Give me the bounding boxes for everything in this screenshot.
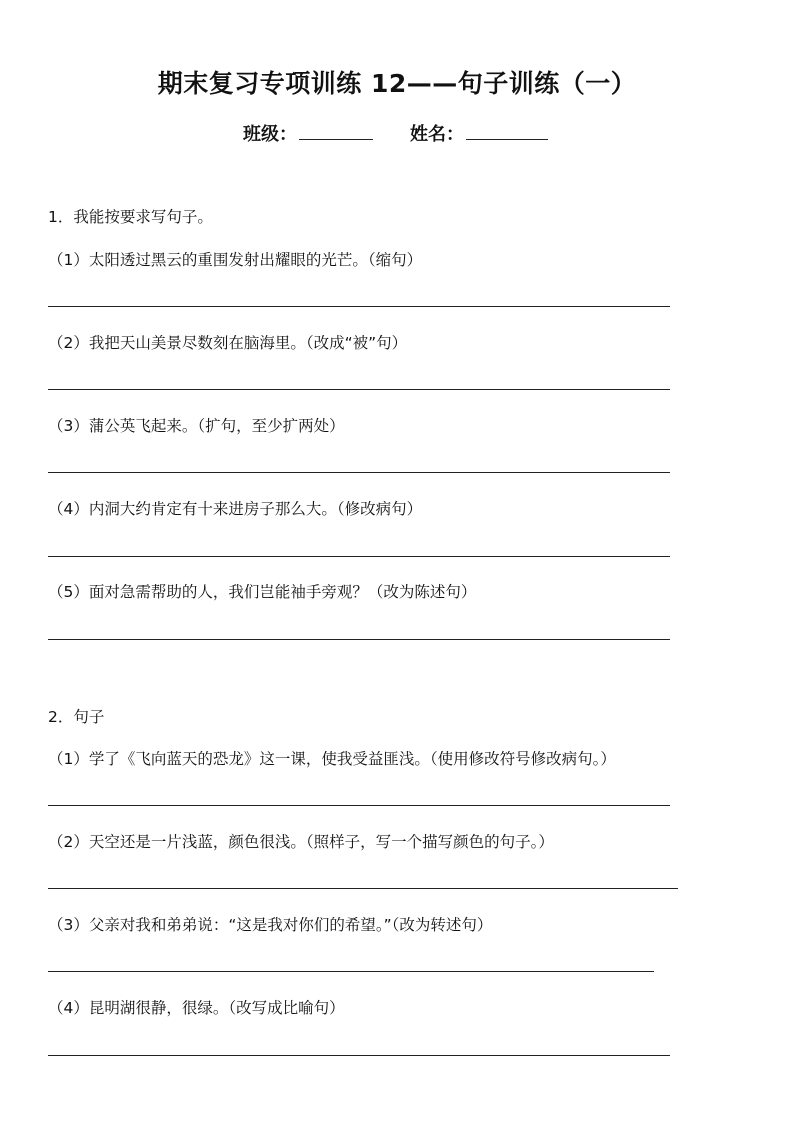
name-blank[interactable] bbox=[466, 121, 548, 140]
answer-line-1-3[interactable] bbox=[48, 472, 670, 473]
section-1-heading: 1．我能按要求写句子。 bbox=[48, 208, 213, 226]
question-1-2: （2）我把天山美景尽数刻在脑海里。（改成“被”句） bbox=[48, 334, 408, 352]
name-label: 姓名： bbox=[410, 124, 464, 145]
answer-line-2-1[interactable] bbox=[48, 805, 670, 806]
section-2-heading: 2．句子 bbox=[48, 708, 105, 726]
answer-line-2-2[interactable] bbox=[48, 888, 678, 889]
answer-line-1-1[interactable] bbox=[48, 306, 670, 307]
answer-line-1-2[interactable] bbox=[48, 389, 670, 390]
question-2-3: （3）父亲对我和弟弟说：“这是我对你们的希望。”（改为转述句） bbox=[48, 916, 493, 934]
answer-line-1-5[interactable] bbox=[48, 639, 670, 640]
class-label: 班级： bbox=[243, 124, 297, 145]
answer-line-2-4[interactable] bbox=[48, 1055, 670, 1056]
question-1-1: （1）太阳透过黑云的重围发射出耀眼的光芒。（缩句） bbox=[48, 251, 423, 269]
class-field bbox=[243, 120, 373, 146]
name-field bbox=[410, 120, 548, 146]
question-1-3: （3）蒲公英飞起来。（扩句，至少扩两处） bbox=[48, 417, 345, 435]
answer-line-2-3[interactable] bbox=[48, 971, 654, 972]
question-2-4: （4）昆明湖很静，很绿。（改写成比喻句） bbox=[48, 999, 345, 1017]
answer-line-1-4[interactable] bbox=[48, 556, 670, 557]
question-2-1: （1）学了《飞向蓝天的恐龙》这一课，使我受益匪浅。（使用修改符号修改病句。） bbox=[48, 750, 616, 768]
question-2-2: （2）天空还是一片浅蓝，颜色很浅。（照样子，写一个描写颜色的句子。） bbox=[48, 833, 554, 851]
question-1-4: （4）内洞大约肯定有十来进房子那么大。（修改病句） bbox=[48, 500, 423, 518]
page-title: 期末复习专项训练 12——句子训练（一） bbox=[157, 69, 637, 98]
class-blank[interactable] bbox=[299, 121, 373, 140]
question-1-5: （5）面对急需帮助的人，我们岂能袖手旁观？（改为陈述句） bbox=[48, 583, 477, 601]
